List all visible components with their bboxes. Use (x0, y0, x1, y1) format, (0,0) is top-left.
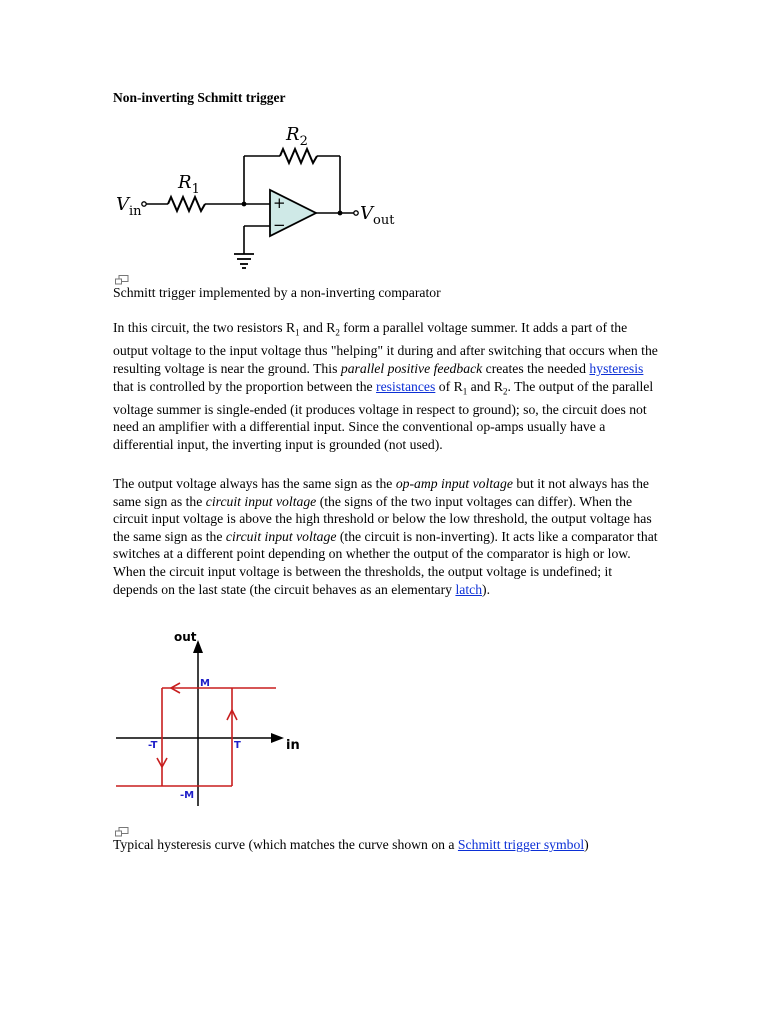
r1-resistor (168, 197, 205, 211)
latch-link[interactable]: latch (455, 581, 483, 597)
op-amp-minus: − (273, 216, 286, 234)
vout-label: $V_{out}$ (360, 203, 395, 228)
r1-label: $R_1$ (178, 172, 200, 197)
resistances-link[interactable]: resistances (376, 378, 436, 394)
label-m: M (200, 678, 210, 689)
vout-terminal (354, 211, 358, 215)
circuit-caption: Schmitt trigger implemented by a non-inverting comparator (113, 285, 441, 300)
hysteresis-curve-diagram (110, 626, 310, 811)
label-neg-t: -T (148, 740, 158, 751)
paragraph-1: In this circuit, the two resistors $R_1$ and $R_2$ form a parallel voltage summer. It adds a part of the output voltage to the input voltage thus "helping" it during and after switching that occurs when the resulting voltage is near the ground. This parallel positive feedback creates the needed hysteresis that is controlled by the proportion between the resistances of $R_1$ and $R_2$. The output of the parallel voltage summer is single-ended (it produces voltage in respect to ground); so, the circuit does not need an amplifier with a differential input. Since the conventional op-amps usually have a differential input, the inverting input is grounded (not used). (113, 320, 658, 453)
op-amp-plus: + (273, 194, 286, 212)
label-neg-m: -M (180, 790, 195, 801)
enlarge-icon[interactable] (115, 275, 129, 285)
axis-label-in: in (286, 738, 300, 753)
ground-symbol (234, 254, 254, 268)
vin-terminal (142, 202, 146, 206)
x-axis-arrow (271, 733, 284, 743)
hysteresis-caption: Typical hysteresis curve (which matches the curve shown on a Schmitt trigger symbol) (113, 837, 589, 852)
output-node (338, 211, 343, 216)
r2-label: $R_2$ (286, 124, 308, 149)
vin-label: $V_{in}$ (116, 194, 142, 219)
r2-resistor (280, 149, 317, 163)
schmitt-trigger-symbol-link[interactable]: Schmitt trigger symbol (457, 837, 585, 852)
enlarge-icon[interactable] (115, 827, 129, 837)
paragraph-2: The output voltage always has the same sign as the op-amp input voltage but it not always has the same sign as the circuit input voltage (the signs of the two input voltages can differ). When the circuit input voltage is above the high threshold or below the low threshold, the output voltage has the same sign as the circuit input voltage (the circuit is non-inverting). It acts like a comparator that switches at a different point depending on whether the output of the comparator is high or low. When the circuit input voltage is between the thresholds, the output voltage is undefined; it depends on the last state (the circuit behaves as an elementary latch). (113, 476, 658, 597)
label-t: T (234, 740, 241, 751)
axis-label-out: out (174, 630, 197, 644)
schmitt-trigger-circuit (110, 118, 410, 273)
page-heading: Non-inverting Schmitt trigger (113, 90, 286, 105)
hysteresis-loop (116, 683, 276, 786)
hysteresis-link[interactable]: hysteresis (589, 360, 644, 376)
